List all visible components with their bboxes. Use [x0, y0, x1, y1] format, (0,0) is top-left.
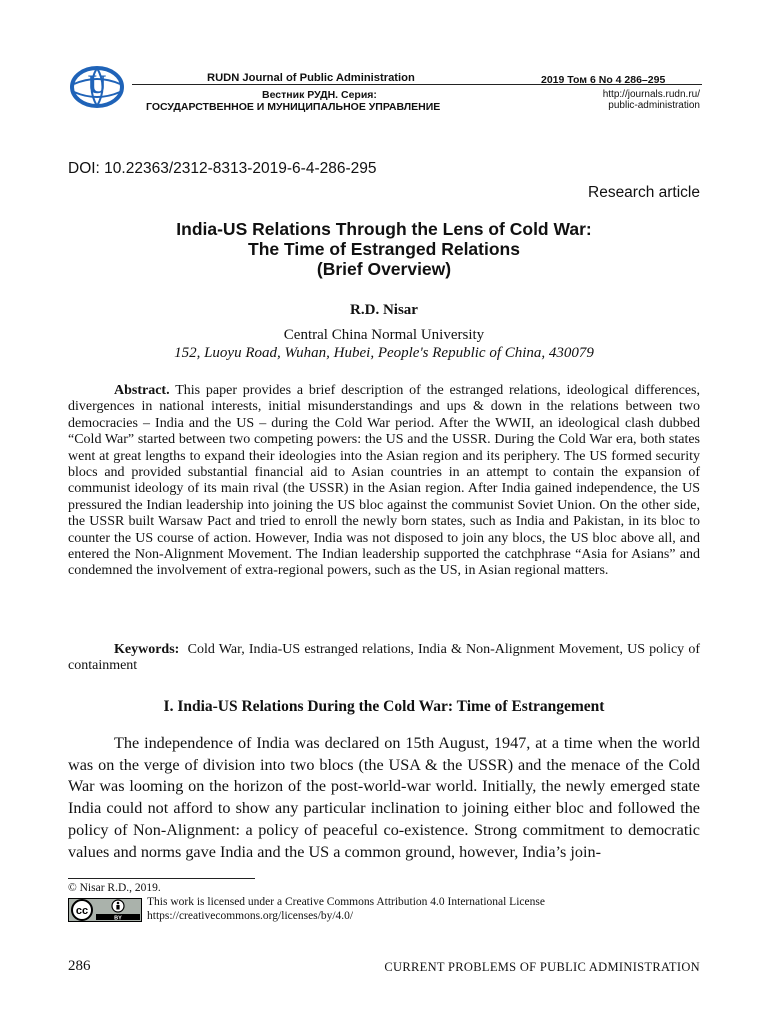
author-affiliation: Central China Normal University	[283, 327, 485, 343]
license-url[interactable]: https://creativecommons.org/licenses/by/4.0/	[147, 910, 354, 922]
title-line-3: (Brief Overview)	[316, 259, 452, 279]
page-number: 286	[68, 958, 91, 974]
copyright-notice: © Nisar R.D., 2019.	[68, 882, 161, 894]
rudn-logo-icon	[68, 60, 130, 110]
keywords-label: Keywords:	[114, 642, 180, 657]
keywords-text: Cold War, India-US estranged relations, India & Non-Alignment Movement, US policy of containment	[68, 642, 701, 674]
keywords	[68, 642, 700, 675]
section-heading: I. India-US Relations During the Cold War: Time of Estrangement	[163, 698, 605, 715]
article-type: Research article	[588, 184, 700, 201]
doi[interactable]: DOI: 10.22363/2312-8313-2019-6-4-286-295	[68, 160, 377, 177]
author-address: 152, Luoyu Road, Wuhan, Hubei, People's Republic of China, 430079	[174, 345, 594, 361]
cc-by-license-icon[interactable]	[68, 898, 142, 922]
cc-badge-text: cc	[75, 905, 89, 917]
body-paragraph: The independence of India was declared on 15th August, 1947, at a time when the world was on the verge of division into two blocs (the USA & the USSR) and the menace of the Cold War was looming on the horizon of the post-world-war world. Initially, the newly emerged state India could not afford to show any particular inclination to joining either bloc and followed the policy of Non-Alignment: a policy of peaceful co-existence. Strong commitment to democratic values and norms gave India and the US a common ground, however, India’s join-	[68, 734, 700, 861]
title-line-1: India-US Relations Through the Lens of Cold War:	[176, 219, 592, 239]
footnote-rule	[68, 878, 255, 879]
logo-letter: U	[87, 70, 107, 99]
author-name: R.D. Nisar	[350, 302, 418, 318]
title-line-2: The Time of Estranged Relations	[248, 239, 520, 259]
journal-url-line2[interactable]: public-administration	[608, 100, 700, 111]
abstract	[68, 383, 700, 580]
license-text: This work is licensed under a Creative Commons Attribution 4.0 International License	[147, 896, 545, 908]
abstract-text: This paper provides a brief description of the estranged relations, ideological differences, divergences in national interests, initial misunderstandings and ups & down in the relations between two democracies – India and the US – during the Cold War period. After the WWII, an ideological clash dubbed “Cold War” started between two competing powers: the US and the USSR. During the Cold War era, both states went at great lengths to expand their ideologies into the Asian region and its periphery. The US formed security blocs and provided substantial financial aid to Asian countries in an attempt to contain the expansion of communist ideology of its main rival (the USSR) in the Asian region. After India gained independence, the US pressured the Indian leadership into joining the US bloc against the communist Soviet Union. On the other side, the USSR built Warsaw Pact and tried to enroll the newly born states, such as India and Pakistan, in its bloc to counter the US course of action. However, India was not disposed to join any blocs, the US bloc above all, and entered the Non-Alignment Movement. The Indian leadership supported the catchphrase “Asia for Asians” and condemned the involvement of extra-regional powers, such as the US, in Asian regional matters.	[68, 383, 700, 579]
journal-title-ru: Вестник РУДН. Серия:	[262, 89, 377, 101]
journal-series-ru: ГОСУДАРСТВЕННОЕ И МУНИЦИПАЛЬНОЕ УПРАВЛЕНИЕ	[146, 101, 441, 113]
article-title	[68, 219, 700, 279]
by-badge-text: BY	[114, 915, 122, 922]
running-footer: CURRENT PROBLEMS OF PUBLIC ADMINISTRATION	[384, 960, 700, 974]
abstract-label: Abstract.	[114, 383, 170, 398]
journal-title: RUDN Journal of Public Administration	[207, 72, 415, 84]
issue-info: 2019 Том 6 No 4 286–295	[541, 74, 666, 86]
journal-url-line1[interactable]: http://journals.rudn.ru/	[602, 89, 700, 100]
